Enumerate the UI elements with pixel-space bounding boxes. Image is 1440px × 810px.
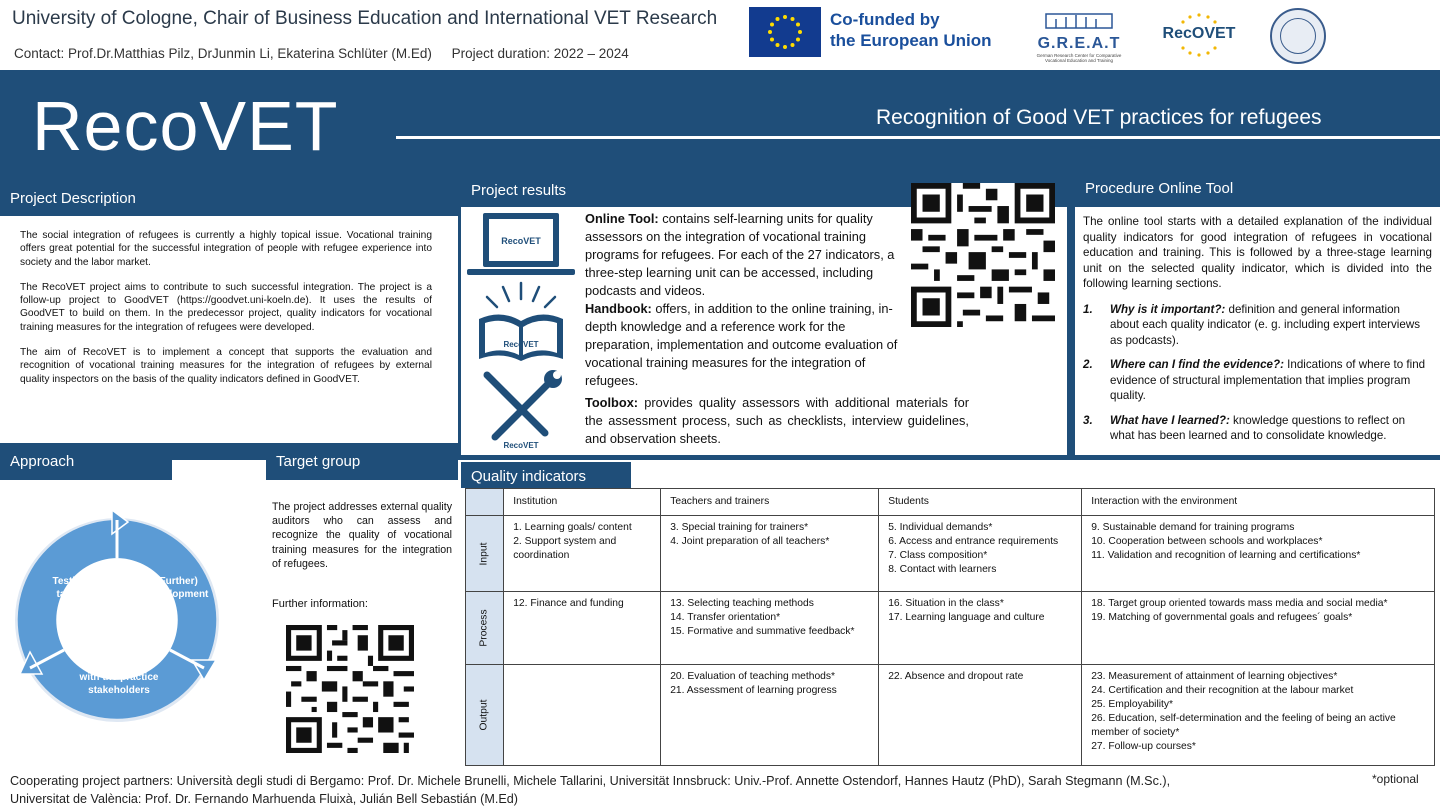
indicator-item: 5. Individual demands* [888, 522, 993, 533]
step-number: 2. [1083, 358, 1093, 371]
eu-line-2: the European Union [830, 31, 992, 50]
column-header: Teachers and trainers [661, 489, 879, 516]
table-corner [466, 489, 504, 516]
indicator-item: 7. Class composition* [888, 550, 988, 561]
footer-partners [10, 772, 1330, 808]
great-logo-sub: German Research Center for Comparative Vocational Education and Training [1036, 53, 1122, 63]
row-header-label: Output [478, 699, 490, 731]
project-description-panel [0, 216, 458, 443]
procedure-panel [1075, 207, 1440, 455]
table-cell [1082, 592, 1435, 664]
procedure-step [1083, 357, 1432, 404]
further-info-label: Further information: [272, 598, 368, 611]
indicator-item: 21. Assessment of learning progress [670, 684, 837, 696]
table-row [466, 664, 1435, 765]
online-tool-description: contains self-learning units for quality assessors on the integration of vocational training programs for refugees. For each of the 27 indicators, a three-step learning unit can be accessed, including podcasts and videos. [585, 211, 895, 299]
cycle-label-conversations: Conversations with the practice stakeholders [79, 659, 159, 696]
table-row [466, 516, 1435, 592]
target-group-panel [266, 480, 458, 764]
toolbox-icon-label: RecoVET [503, 441, 539, 450]
column-header: Interaction with the environment [1082, 489, 1435, 516]
great-logo [1036, 10, 1122, 63]
procedure-steps [1083, 302, 1432, 444]
table-cell [879, 516, 1082, 592]
institution-title: University of Cologne, Chair of Business Education and International VET Research [12, 8, 718, 29]
table-cell [504, 664, 661, 765]
project-description-heading: Project Description [0, 180, 172, 216]
cycle-label-testing: Testing by the target group [52, 576, 120, 600]
table-cell [661, 592, 879, 664]
step-number: 3. [1083, 413, 1093, 427]
project-results-panel [461, 207, 1067, 455]
indicator-item: 20. Evaluation of teaching methods* [670, 670, 836, 682]
target-group-text: The project addresses external quality auditors who can assess and recognize the quality of vocational training measures for the integration of refugees. [272, 501, 452, 570]
eu-cofunded-text [830, 9, 992, 51]
procedure-step [1083, 413, 1432, 444]
partners-line-2: Universitat de València: Prof. Dr. Fernando Marhuenda Fluixà, Julián Bell Sebastián (M.Ed) [10, 792, 518, 806]
step-text: knowledge questions to reflect on what has been learned and to consolidate knowledge. [1110, 413, 1406, 442]
indicator-item: 27. Follow-up courses* [1091, 740, 1196, 752]
indicator-item: 26. Education, self-determination and the feeling of being an active member of society* [1091, 712, 1396, 738]
university-seal-icon [1270, 8, 1326, 64]
row-header-label: Input [478, 542, 490, 566]
project-results-heading: Project results [461, 180, 631, 207]
great-logo-text: G.R.E.A.T [1037, 35, 1121, 52]
approach-heading: Approach [0, 443, 172, 480]
toolbox-label: Toolbox: [585, 395, 639, 410]
indicator-item: 6. Access and entrance requirements [888, 536, 1059, 547]
online-tool-text [585, 210, 907, 300]
indicator-item: 14. Transfer orientation* [670, 612, 781, 624]
contact-text: Contact: Prof.Dr.Matthias Pilz, DrJunmin Li, Ekaterina Schlüter (M.Ed) [14, 46, 432, 61]
table-cell [504, 592, 661, 664]
indicator-item: 1. Learning goals/ content [513, 522, 632, 533]
laptop-icon [467, 211, 575, 281]
great-building-icon [1036, 10, 1122, 30]
indicator-item: 22. Absence and dropout rate [888, 670, 1024, 682]
table-cell [879, 664, 1082, 765]
table-cell [879, 592, 1082, 664]
handbook-icon-label: RecoVET [503, 340, 539, 349]
indicator-item: 11. Validation and recognition of learning and certifications* [1091, 550, 1361, 561]
procedure-step [1083, 302, 1432, 349]
approach-panel [0, 480, 266, 764]
online-tool-qr-code-icon[interactable] [911, 183, 1055, 327]
table-cell [661, 516, 879, 592]
procedure-intro: The online tool starts with a detailed explanation of the individual quality indicators for good integration of refugees in vocational education and training. This is followed by a three-stage learning unit on the selected quality indicator, which is divided into the following learning sections. [1083, 215, 1432, 290]
step-number: 1. [1083, 302, 1093, 316]
project-subtitle: Recognition of Good VET practices for refugees [876, 106, 1322, 129]
procedure-heading: Procedure Online Tool [1075, 180, 1265, 207]
cycle-label-development: (Further) Development [145, 576, 209, 600]
table-row [466, 592, 1435, 664]
handbook-label: Handbook: [585, 301, 652, 316]
step-title: Why is it important?: [1110, 302, 1226, 316]
indicator-item: 24. Certification and their recognition at the labour market [1091, 684, 1354, 696]
table-header-row [466, 489, 1435, 516]
table-cell [1082, 516, 1435, 592]
step-text: definition and general information about each quality indicator (e. g. including expert interviews as podcasts). [1110, 302, 1420, 347]
toolbox-description: provides quality assessors with additional materials for the assessment process, such as checklists, interview guidelines, and observation sheets. [585, 395, 969, 447]
qr-code-icon[interactable] [286, 625, 414, 753]
recovet-logo-text: RecOVET [1162, 25, 1236, 42]
indicator-item: 3. Special training for trainers* [670, 522, 809, 533]
recovet-logo [1158, 10, 1240, 60]
row-header-label: Process [478, 609, 490, 647]
toolbox-text [585, 394, 969, 448]
indicator-item: 10. Cooperation between schools and workplaces* [1091, 536, 1323, 547]
handbook-description: offers, in addition to the online training, in-depth knowledge and a reference work for the preparation, implementation and outcome evaluation of vocational training measures for the integration of refugees. [585, 301, 898, 389]
row-header [466, 592, 504, 664]
toolbox-icon [473, 369, 569, 451]
indicator-item: 2. Support system and coordination [513, 536, 617, 561]
eu-line-1: Co-funded by [830, 10, 940, 29]
indicator-item: 15. Formative and summative feedback* [670, 626, 855, 638]
project-title: RecoVET [32, 87, 339, 165]
indicator-item: 18. Target group oriented towards mass media and social media* [1091, 598, 1388, 610]
quality-indicators-heading: Quality indicators [461, 462, 631, 488]
indicator-item: 17. Learning language and culture [888, 612, 1045, 624]
indicator-item: 13. Selecting teaching methods [670, 598, 814, 610]
description-paragraph: The social integration of refugees is currently a highly topical issue. Vocational training offers great potential for the successful integration of people with refugee experience into society and the labor market. [20, 230, 432, 268]
indicator-item: 25. Employability* [1091, 698, 1174, 710]
handbook-text [585, 300, 903, 390]
indicator-item: 23. Measurement of attainment of learning objectives* [1091, 670, 1338, 682]
indicator-item: 4. Joint preparation of all teachers* [670, 536, 830, 547]
description-paragraph: The RecoVET project aims to contribute to such successful integration. The project is a follow-up project to GoodVET (https://goodvet.uni-koeln.de). It uses the results of GoodVET to build on them. In the predecessor project, quality indicators for vocational training measures for the integration of refugees were developed. [20, 281, 432, 333]
indicator-item: 19. Matching of governmental goals and refugees´ goals* [1091, 612, 1353, 624]
indicator-item: 16. Situation in the class* [888, 598, 1004, 610]
indicator-item: 12. Finance and funding [513, 598, 624, 610]
indicator-item: 8. Contact with learners [888, 564, 997, 575]
title-divider [396, 136, 1440, 139]
handbook-icon [473, 279, 569, 367]
optional-note: *optional [1372, 772, 1419, 786]
step-title: What have I learned?: [1110, 413, 1230, 427]
indicator-item: 9. Sustainable demand for training programs [1091, 522, 1295, 533]
laptop-icon-label: RecoVET [501, 236, 541, 246]
target-group-heading: Target group [266, 443, 458, 480]
row-header [466, 516, 504, 592]
row-header [466, 664, 504, 765]
table-cell [504, 516, 661, 592]
step-title: Where can I find the evidence?: [1110, 358, 1284, 371]
approach-cycle-diagram [0, 480, 266, 764]
eu-flag-icon [749, 7, 821, 57]
partners-line-1: Cooperating project partners: Università degli studi di Bergamo: Prof. Dr. Michele Brunelli, Michele Tallarini, Universität Innsbruck: Univ.-Prof. Annette Ostendorf, Hannes Hautz (PhD), Sarah Stegmann (M.Sc.), [10, 774, 1171, 788]
duration-text: Project duration: 2022 – 2024 [451, 46, 629, 61]
description-paragraph: The aim of RecoVET is to implement a concept that supports the evaluation and recognition of vocational training measures for the integration of refugees by external quality inspectors on the basis of the quality indicators defined in GoodVET. [20, 347, 432, 385]
quality-indicators-table [465, 488, 1435, 766]
step-text: Indications of where to find evidence of structural implementation that implies program quality. [1110, 358, 1426, 402]
column-header: Students [879, 489, 1082, 516]
table-cell [661, 664, 879, 765]
contact-line [14, 46, 645, 61]
online-tool-label: Online Tool: [585, 211, 659, 226]
table-cell [1082, 664, 1435, 765]
column-header: Institution [504, 489, 661, 516]
